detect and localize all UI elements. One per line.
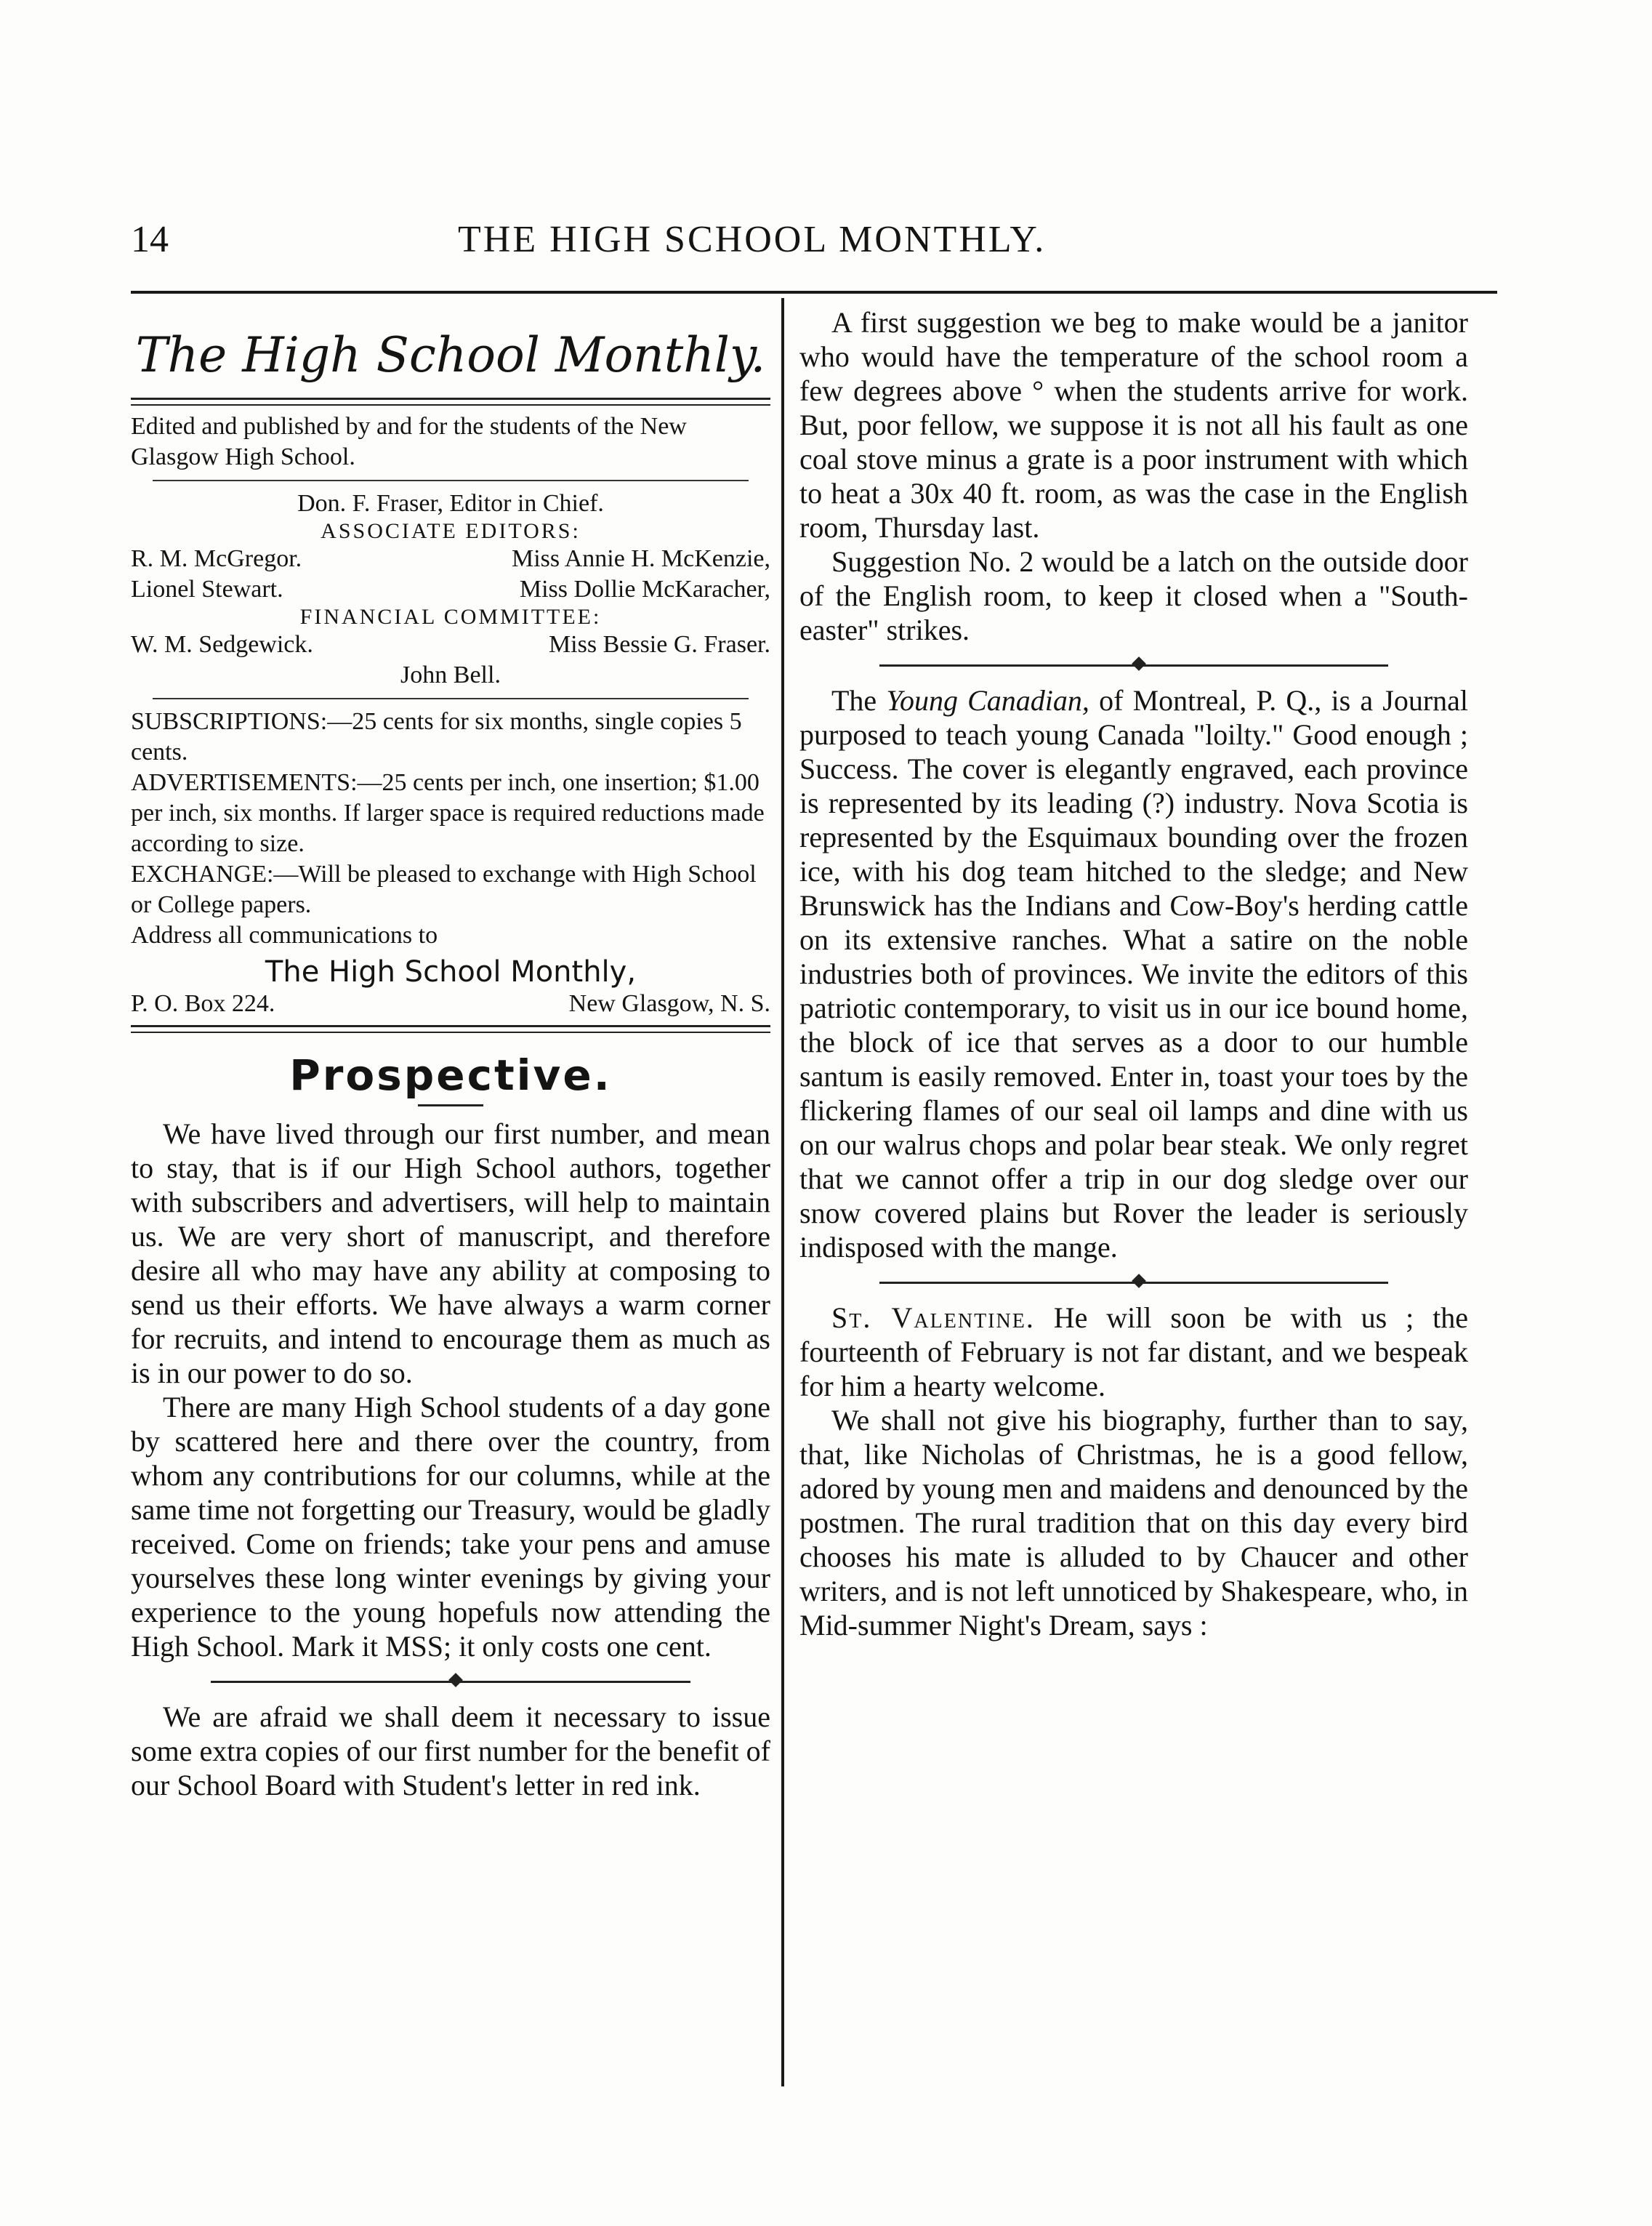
running-title: THE HIGH SCHOOL MONTHLY.	[458, 219, 1047, 260]
ornament-separator	[799, 1264, 1468, 1301]
right-column	[799, 305, 1468, 1642]
divider	[153, 480, 749, 481]
paragraph	[799, 683, 1468, 1264]
financial-row	[131, 630, 770, 660]
masthead-rule	[131, 398, 770, 406]
committee-name: W. M. Sedgewick.	[131, 631, 313, 658]
divider	[153, 698, 749, 699]
advertisements-text: ADVERTISEMENTS:—25 cents per inch, one insertion; $1.00 per inch, six months. If larger space is required reductions made according to size.	[131, 769, 765, 857]
masthead-title: The High School Monthly.	[135, 327, 766, 383]
paragraph-body: of Montreal, P. Q., is a Journal purposed to teach young Canada "loilty." Good enough ; Success. The cover is elegantly engraved, each province is represented by its leading (?) industry. Nova Scotia is represented by the Esquimaux bounding over the frozen ice, with his dog team hitched to the sledge; and New Brunswick has the Indians and Cow-Boy's herding cattle on its extensive ranches. What a satire on the noble industries both of provinces. We invite the editors of this patriotic contemporary, to visit us in our ice bound home, the block of ice that serves as a door to our humble santum is easily removed. Enter in, toast your toes by the flickering flames of our seal oil lamps and dine with us on our walrus chops and polar bear steak. We only regret that we cannot offer a trip in our dog sledge over our snow covered plains but Rover the leader is seriously indisposed with the mange.	[799, 684, 1469, 1263]
paragraph: There are many High School students of a day gone by scattered here and there over the country, from whom any contributions for our columns, while at the same time not forgetting our Treasury, would be gladly received. Come on friends; take your pens and amuse yourselves these long winter evenings by giving your experience to the young hopefuls now attending the High School. Mark it MSS; it only costs one cent.	[131, 1391, 770, 1663]
ornament-separator	[799, 647, 1468, 683]
diamond-ornament	[1132, 1274, 1146, 1288]
ornament-separator	[131, 1663, 770, 1700]
paragraph	[799, 1301, 1468, 1403]
column-divider	[781, 298, 784, 2086]
editor-in-chief: Don. F. Fraser, Editor in Chief.	[297, 490, 604, 517]
committee-name: John Bell.	[400, 662, 501, 688]
diamond-ornament	[1132, 656, 1146, 671]
associate-name: R. M. McGregor.	[131, 545, 302, 572]
heading-dash	[418, 1104, 483, 1106]
diamond-ornament	[448, 1673, 463, 1687]
associate-name: Miss Annie H. McKenzie,	[511, 545, 770, 572]
paragraph-lead: St. Valentine.	[831, 1301, 1035, 1334]
associate-row	[131, 574, 770, 605]
section-heading: Prospective.	[289, 1050, 612, 1100]
address-label: Address all communications to	[131, 922, 438, 949]
paragraph: We are afraid we shall deem it necessary to issue some extra copies of our first number for the benefit of our School Board with Student's letter in red ink.	[131, 1700, 770, 1801]
associate-editors-label: ASSOCIATE EDITORS:	[321, 519, 581, 543]
page-header	[131, 218, 1490, 276]
paragraph-body: He will soon be with us ; the fourteenth of February is not far distant, and we bespeak for him a hearty welcome.	[799, 1301, 1468, 1402]
committee-name: Miss Bessie G. Fraser.	[548, 631, 770, 658]
address-name: The High School Monthly,	[265, 955, 637, 989]
edited-line: Edited and published by and for the students of the New Glasgow High School.	[131, 413, 687, 470]
subscriptions-text: SUBSCRIPTIONS:—25 cents for six months, single copies 5 cents.	[131, 708, 742, 766]
page-number: 14	[131, 219, 169, 260]
exchange-text: EXCHANGE:—Will be pleased to exchange with High School or College papers.	[131, 861, 757, 918]
masthead-bottom-rule	[131, 1025, 770, 1033]
paragraph: Suggestion No. 2 would be a latch on the outside door of the English room, to keep it closed when a "South-easter" strikes.	[799, 545, 1468, 646]
associate-name: Miss Dollie McKaracher,	[519, 576, 770, 603]
associate-row	[131, 544, 770, 574]
paragraph: We have lived through our first number, and mean to stay, that is if our High School authors, together with subscribers and advertisers, will help to maintain us. We are very short of manuscript, and therefore desire all who may have any ability at composing to send us their efforts. We have always a warm corner for recruits, and intend to encourage them as much as is in our power to do so.	[131, 1117, 770, 1389]
paragraph: We shall not give his biography, further than to say, that, like Nicholas of Christmas, he is a good fellow, adored by young men and maidens and denounced by the postmen. The rural tradition that on this day every bird chooses his mate is alluded to by Chaucer and other writers, and is not left unnoticed by Shakespeare, who, in Mid-summer Night's Dream, says :	[799, 1404, 1468, 1642]
address-city: New Glasgow, N. S.	[568, 990, 770, 1017]
paragraph-lead: The	[831, 684, 887, 717]
po-box: P. O. Box 224.	[131, 990, 275, 1017]
address-row	[131, 989, 770, 1019]
left-column	[131, 305, 770, 1802]
paragraph: A first suggestion we beg to make would be a janitor who would have the temperature of the school room a few degrees above ° when the students arrive for work. But, poor fellow, we suppose it is not all his fault as one coal stove minus a grate is a poor instrument with which to heat a 30x 40 ft. room, as was the case in the English room, Thursday last.	[799, 306, 1468, 544]
financial-committee-label: FINANCIAL COMMITTEE:	[299, 605, 602, 629]
publication-title: Young Canadian,	[886, 684, 1089, 717]
header-rule	[131, 291, 1497, 294]
associate-name: Lionel Stewart.	[131, 576, 283, 603]
